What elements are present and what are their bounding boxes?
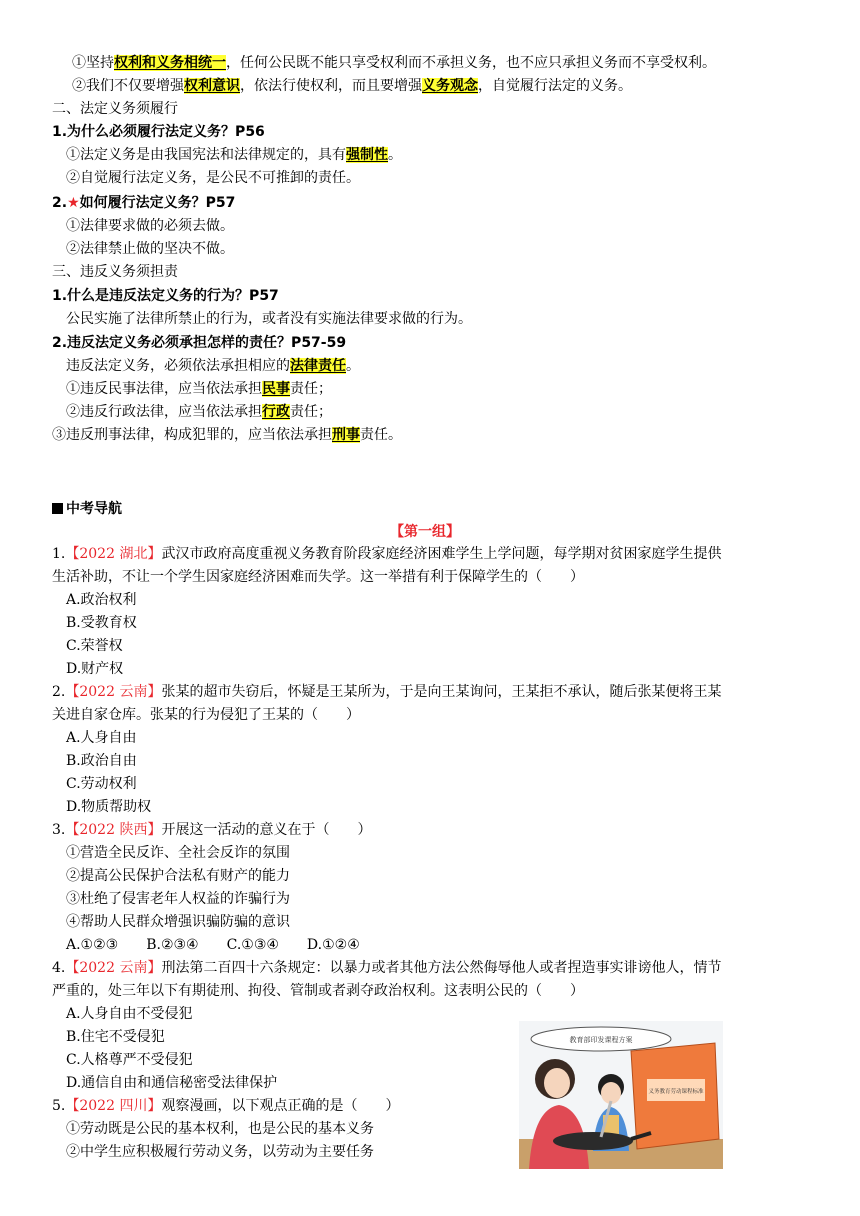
text-segment: 2.违反法定义务必须承担怎样的责任？P57-59 — [52, 335, 347, 351]
text-segment: ①坚持 — [72, 55, 114, 71]
bubble-text: 教育部印发课程方案 — [569, 1036, 633, 1044]
text-line — [66, 773, 137, 795]
text-segment: 观察漫画，以下观点正确的是（ ） — [161, 1098, 400, 1114]
text-segment: 。 — [346, 358, 360, 374]
source-tag: 【2022 湖北】 — [65, 546, 162, 562]
text-segment: 责任； — [290, 404, 332, 420]
text-segment: ①劳动既是公民的基本权利，也是公民的基本义务 — [66, 1121, 374, 1137]
text-line — [66, 1141, 374, 1163]
text-segment: D.通信自由和通信秘密受法律保护 — [66, 1075, 278, 1091]
text-segment: 中考导航 — [66, 501, 122, 517]
text-line — [52, 332, 346, 354]
text-line — [52, 957, 721, 979]
text-segment: 开展这一活动的意义在于（ ） — [161, 822, 372, 838]
text-line — [66, 865, 290, 887]
text-line — [66, 612, 137, 634]
highlighted-keyword: 强制性 — [346, 147, 388, 163]
text-line — [52, 98, 178, 120]
text-segment: 1.什么是违反法定义务的行为？P57 — [52, 288, 279, 304]
text-line — [66, 1049, 193, 1071]
highlighted-keyword: 行政 — [262, 404, 290, 420]
text-line — [52, 704, 360, 726]
text-segment: ，自觉履行法定的义务。 — [478, 78, 632, 94]
text-segment: ②我们不仅要增强 — [72, 78, 184, 94]
text-line — [390, 521, 460, 543]
text-segment: D.财产权 — [66, 661, 124, 677]
text-segment: 生活补助，不让一个学生因家庭经济困难而失学。这一举措有利于保障学生的（ ） — [52, 569, 584, 585]
text-segment: 公民实施了法律所禁止的行为，或者没有实施法律要求做的行为。 — [66, 311, 472, 327]
text-line — [72, 52, 716, 74]
text-line — [52, 424, 402, 446]
text-line — [52, 285, 279, 307]
text-segment: C.劳动权利 — [66, 776, 137, 792]
text-line — [66, 144, 402, 166]
text-line — [66, 658, 123, 680]
source-tag: 【2022 云南】 — [65, 684, 162, 700]
text-line — [66, 842, 290, 864]
text-segment: 3. — [52, 822, 66, 838]
cartoon-illustration — [519, 1021, 723, 1169]
text-segment: 如何履行法定义务？P57 — [79, 195, 236, 211]
source-tag: 【2022 云南】 — [65, 960, 162, 976]
text-segment: C.人格尊严不受侵犯 — [66, 1052, 193, 1068]
text-line — [52, 566, 584, 588]
text-line — [66, 911, 290, 933]
highlighted-keyword: 权利和义务相统一 — [114, 55, 226, 71]
highlighted-keyword: 民事 — [262, 381, 290, 397]
source-tag: ★ — [67, 195, 80, 211]
text-line — [52, 192, 235, 214]
text-segment: B.住宅不受侵犯 — [66, 1029, 165, 1045]
text-segment: A.人身自由 — [66, 730, 137, 746]
cartoon-icon — [519, 1021, 723, 1169]
text-line — [66, 401, 332, 423]
text-line — [66, 1072, 277, 1094]
highlighted-keyword: 刑事 — [332, 427, 360, 443]
text-segment: 1. — [52, 546, 66, 562]
text-segment: ③杜绝了侵害老年人权益的诈骗行为 — [66, 891, 290, 907]
text-segment: ②法律禁止做的坚决不做。 — [66, 241, 234, 257]
text-segment: 严重的，处三年以下有期徒刑、拘役、管制或者剥夺政治权利。这表明公民的（ ） — [52, 983, 584, 999]
text-segment: 。 — [388, 147, 402, 163]
text-segment: A.①②③ B.②③④ C.①③④ D.①②④ — [66, 937, 360, 953]
text-line — [66, 355, 360, 377]
text-segment: 责任； — [290, 381, 332, 397]
text-line — [66, 796, 151, 818]
source-tag: 【2022 陕西】 — [65, 822, 162, 838]
text-line — [52, 1095, 399, 1117]
text-line — [66, 750, 137, 772]
text-line — [66, 1003, 193, 1025]
highlighted-keyword: 义务观念 — [422, 78, 478, 94]
text-segment: ④帮助人民群众增强识骗防骗的意识 — [66, 914, 290, 930]
text-segment: ①法定义务是由我国宪法和法律规定的，具有 — [66, 147, 346, 163]
text-line — [66, 888, 290, 910]
text-segment: 武汉市政府高度重视义务教育阶段家庭经济困难学生上学问题，每学期对贫困家庭学生提供 — [161, 546, 722, 562]
text-segment: D.物质帮助权 — [66, 799, 152, 815]
text-segment: 责任。 — [360, 427, 402, 443]
text-line — [52, 819, 371, 841]
square-bullet-icon — [52, 503, 63, 514]
text-segment: 三、违反义务须担责 — [52, 264, 178, 280]
text-segment: 5. — [52, 1098, 66, 1114]
text-segment: ②中学生应积极履行劳动义务，以劳动为主要任务 — [66, 1144, 374, 1160]
highlighted-keyword: 权利意识 — [184, 78, 240, 94]
text-segment: B.受教育权 — [66, 615, 137, 631]
text-segment: 刑法第二百四十六条规定：以暴力或者其他方法公然侮辱他人或者捏造事实诽谤他人，情节 — [161, 960, 722, 976]
text-line — [66, 589, 137, 611]
text-line — [52, 261, 178, 283]
text-segment: B.政治自由 — [66, 753, 137, 769]
text-segment: ③违反刑事法律，构成犯罪的，应当依法承担 — [52, 427, 332, 443]
text-segment: 1.为什么必须履行法定义务？P56 — [52, 124, 265, 140]
text-line — [66, 238, 234, 260]
text-line — [66, 167, 360, 189]
text-segment: ①违反民事法律，应当依法承担 — [66, 381, 262, 397]
text-segment: ①营造全民反诈、全社会反诈的氛围 — [66, 845, 290, 861]
text-line — [52, 498, 122, 520]
text-line — [52, 121, 265, 143]
text-line — [52, 681, 721, 703]
text-line — [66, 378, 332, 400]
text-segment: ②违反行政法律，应当依法承担 — [66, 404, 262, 420]
text-line — [66, 635, 123, 657]
scroll-text: 义务教育劳动课程标准 — [648, 1089, 704, 1095]
text-segment: 2. — [52, 684, 66, 700]
text-segment: ①法律要求做的必须去做。 — [66, 218, 234, 234]
text-line — [66, 1118, 374, 1140]
text-segment: ，任何公民既不能只享受权利而不承担义务，也不应只承担义务而不享受权利。 — [226, 55, 716, 71]
text-line — [66, 308, 472, 330]
text-segment: 二、法定义务须履行 — [52, 101, 178, 117]
highlighted-keyword: 法律责任 — [290, 358, 346, 374]
text-line — [66, 727, 137, 749]
text-segment: 2. — [52, 195, 68, 211]
text-segment: ②自觉履行法定义务，是公民不可推卸的责任。 — [66, 170, 360, 186]
text-segment: ②提高公民保护合法私有财产的能力 — [66, 868, 290, 884]
source-tag: 【2022 四川】 — [65, 1098, 162, 1114]
text-segment: 4. — [52, 960, 66, 976]
text-segment: A.人身自由不受侵犯 — [66, 1006, 193, 1022]
text-line — [52, 543, 721, 565]
text-segment: A.政治权利 — [66, 592, 137, 608]
text-line — [66, 215, 234, 237]
text-segment: ，依法行使权利，而且要增强 — [240, 78, 422, 94]
text-segment: 违反法定义务，必须依法承担相应的 — [66, 358, 290, 374]
text-segment: C.荣誉权 — [66, 638, 123, 654]
text-line — [66, 1026, 165, 1048]
text-segment: 张某的超市失窃后，怀疑是王某所为，于是向王某询问，王某拒不承认，随后张某便将王某 — [161, 684, 722, 700]
text-line — [72, 75, 632, 97]
text-segment: 关进自家仓库。张某的行为侵犯了王某的（ ） — [52, 707, 360, 723]
source-tag: 【第一组】 — [390, 524, 460, 540]
text-line — [66, 934, 360, 956]
text-line — [52, 980, 584, 1002]
